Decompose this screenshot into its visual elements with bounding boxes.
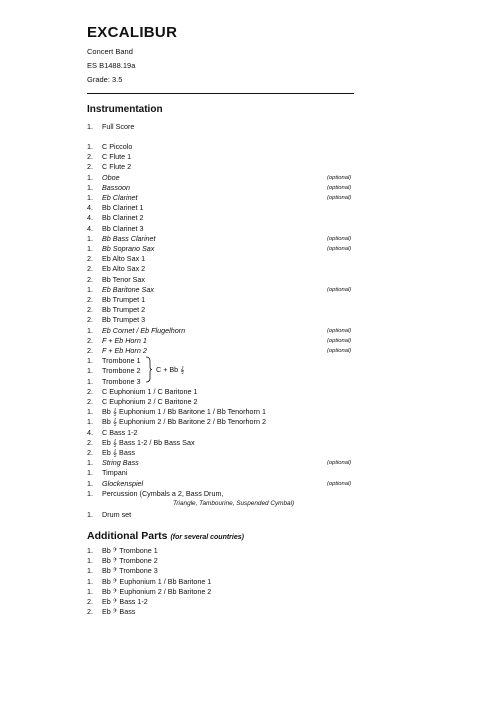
optional-tag: (optional): [327, 286, 352, 293]
optional-tag: (optional): [327, 480, 352, 487]
item-count: 1.: [87, 566, 93, 576]
list-item: [87, 346, 355, 356]
list-item: [87, 122, 355, 132]
optional-tag: (optional): [327, 348, 352, 354]
item-name: Bb 𝄢 Euphonium 1 / Bb Baritone 1: [102, 576, 212, 586]
optional-tag: (optional): [327, 235, 352, 242]
list-item: [87, 417, 355, 427]
item-name: C Piccolo: [102, 142, 133, 151]
grade-level: Grade: 3.5: [87, 75, 123, 84]
item-name: Bb Trumpet 3: [102, 315, 146, 325]
list-item: [87, 397, 355, 407]
item-count: 2.: [87, 254, 93, 264]
item-name: Oboe: [102, 172, 120, 182]
item-name: String Bass: [102, 458, 139, 468]
item-name: Eb 𝄢 Bass 1-2: [102, 597, 148, 606]
item-count: 1.: [87, 556, 93, 566]
item-count: 1.: [87, 586, 93, 596]
item-count: 2.: [87, 437, 93, 447]
item-name: Bb Trumpet 2: [102, 305, 146, 315]
list-item: [87, 479, 355, 489]
item-name: Bb 𝄞 Euphonium 2 / Bb Baritone 2 / Bb Tenorhorn 2: [102, 417, 266, 427]
list-item: [87, 193, 355, 203]
item-count: 1.: [87, 142, 93, 151]
item-count: 2.: [87, 315, 93, 325]
list-item: [87, 387, 355, 397]
list-item-drum-set: 1. Drum set: [87, 510, 132, 519]
list-item: [87, 489, 355, 499]
item-count: 1.: [87, 122, 93, 131]
item-count: 1.: [87, 376, 93, 386]
item-name: Trombone 1: [102, 356, 141, 366]
list-item: [87, 438, 355, 448]
item-name: Eb 𝄞 Bass 1-2 / Bb Bass Sax: [102, 437, 195, 447]
item-count: 2.: [87, 386, 93, 396]
item-count: 2.: [87, 152, 93, 162]
item-name: Bb 𝄢 Trombone 2: [102, 556, 158, 566]
item-count: 1.: [87, 576, 93, 586]
list-item: [87, 244, 355, 254]
item-count: 1.: [87, 546, 93, 555]
trombone-group-label: C + Bb 𝄞: [156, 365, 185, 374]
item-name: C Flute 1: [102, 152, 132, 162]
item-name: F + Eb Horn 1: [102, 335, 147, 345]
item-count: 1.: [87, 417, 93, 427]
list-item: [87, 377, 355, 387]
list-item: [87, 587, 355, 597]
item-count: 1.: [87, 478, 93, 488]
list-item: [87, 597, 355, 607]
item-name: Eb Alto Sax 2: [102, 264, 146, 274]
list-item: [87, 183, 355, 193]
item-name: Percussion (Cymbals a 2, Bass Drum,: [102, 488, 224, 498]
item-name: Timpani: [102, 468, 128, 478]
list-item: [87, 234, 355, 244]
ensemble-type: Concert Band: [87, 47, 133, 56]
piece-title: EXCALIBUR: [87, 24, 178, 41]
optional-tag: (optional): [327, 174, 352, 181]
list-item: [87, 326, 355, 336]
item-count: 2.: [87, 335, 93, 345]
list-item: [87, 203, 355, 213]
item-name: Glockenspiel: [102, 478, 144, 488]
item-count: 1.: [87, 172, 93, 182]
list-item: [87, 566, 355, 576]
item-count: 4.: [87, 223, 93, 233]
item-name: Eb Alto Sax 1: [102, 254, 146, 264]
list-item: [87, 142, 355, 152]
instrumentation-heading: Instrumentation: [87, 104, 163, 115]
item-name: C Bass 1-2: [102, 427, 138, 437]
item-count: 2.: [87, 274, 93, 284]
item-count: 2.: [87, 264, 93, 274]
item-name: Eb 𝄢 Bass: [102, 607, 136, 617]
item-count: 2.: [87, 346, 93, 355]
item-name: Eb Cornet / Eb Flugelhorn: [102, 325, 186, 335]
item-name: Bb 𝄢 Euphonium 2 / Bb Baritone 2: [102, 586, 212, 596]
item-name: Bb Clarinet 3: [102, 223, 144, 233]
list-item: [87, 295, 355, 305]
item-name: Bb Trumpet 1: [102, 295, 146, 304]
item-count: 1.: [87, 233, 93, 243]
optional-tag: (optional): [327, 195, 352, 201]
item-name: Bb Soprano Sax: [102, 244, 155, 253]
item-name: C Euphonium 1 / C Baritone 1: [102, 386, 198, 396]
additional-parts-subheading: (for several countries): [170, 534, 244, 541]
list-item: [87, 448, 355, 458]
item-count: 1.: [87, 244, 93, 253]
list-item: [87, 356, 355, 366]
list-item: [87, 458, 355, 468]
list-item: [87, 407, 355, 417]
optional-tag: (optional): [327, 327, 352, 334]
optional-tag: (optional): [327, 184, 352, 191]
list-item: [87, 173, 355, 183]
list-item: [87, 546, 355, 556]
list-item: [87, 213, 355, 223]
item-count: 4.: [87, 213, 93, 223]
item-count: 2.: [87, 607, 93, 617]
item-name: Bb 𝄞 Euphonium 1 / Bb Baritone 1 / Bb Tenorhorn 1: [102, 407, 266, 417]
item-count: 2.: [87, 397, 93, 406]
item-name: C Flute 2: [102, 162, 132, 172]
percussion-note: Triangle, Tambourine, Suspended Cymbal): [173, 500, 295, 507]
item-count: 2.: [87, 597, 93, 606]
list-item: [87, 336, 355, 346]
item-name: Bb 𝄢 Trombone 1: [102, 546, 158, 555]
list-item: [87, 428, 355, 438]
list-item: [87, 152, 355, 162]
item-name: Bassoon: [102, 182, 130, 192]
item-count: 2.: [87, 162, 93, 172]
item-count: 1.: [87, 366, 93, 376]
item-count: 2.: [87, 448, 93, 457]
item-count: 2.: [87, 305, 93, 315]
list-item: [87, 275, 355, 285]
item-name: Trombone 3: [102, 376, 141, 386]
item-name: Bb Bass Clarinet: [102, 233, 156, 243]
item-name: Eb 𝄞 Bass: [102, 448, 136, 457]
item-name: Full Score: [102, 122, 135, 131]
item-count: 4.: [87, 203, 93, 213]
item-count: 1.: [87, 182, 93, 192]
item-count: 4.: [87, 427, 93, 437]
trombone-brace: [146, 356, 152, 383]
item-count: 1.: [87, 356, 93, 366]
item-name: Bb Clarinet 1: [102, 203, 144, 213]
list-item: [87, 305, 355, 315]
list-item: [87, 315, 355, 325]
item-count: 1.: [87, 488, 93, 498]
list-item: [87, 468, 355, 478]
list-item: [87, 366, 355, 376]
list-item: [87, 607, 355, 617]
catalog-number: ES B1488.19a: [87, 61, 136, 70]
optional-tag: (optional): [327, 246, 352, 252]
item-count: 1.: [87, 193, 93, 202]
list-item: [87, 224, 355, 234]
item-name: Bb 𝄢 Trombone 3: [102, 566, 158, 576]
item-name: Trombone 2: [102, 366, 141, 376]
item-count: 2.: [87, 295, 93, 304]
item-name: Bb Tenor Sax: [102, 274, 146, 284]
item-name: F + Eb Horn 2: [102, 346, 147, 355]
item-name: Bb Clarinet 2: [102, 213, 144, 223]
section-divider: [87, 93, 354, 94]
item-count: 1.: [87, 468, 93, 478]
list-item: [87, 556, 355, 566]
optional-tag: (optional): [327, 460, 352, 467]
additional-parts-heading: Additional Parts (for several countries): [87, 530, 244, 542]
list-item: [87, 264, 355, 274]
item-count: 1.: [87, 407, 93, 417]
item-count: 1.: [87, 458, 93, 468]
item-name: C Euphonium 2 / C Baritone 2: [102, 397, 198, 406]
list-item: [87, 285, 355, 295]
item-count: 1.: [87, 325, 93, 335]
item-name: Eb Baritone Sax: [102, 284, 154, 294]
optional-tag: (optional): [327, 337, 352, 344]
list-item: [87, 577, 355, 587]
list-item: [87, 254, 355, 264]
item-count: 1.: [87, 284, 93, 294]
item-name: Eb Clarinet: [102, 193, 138, 202]
list-item: [87, 162, 355, 172]
